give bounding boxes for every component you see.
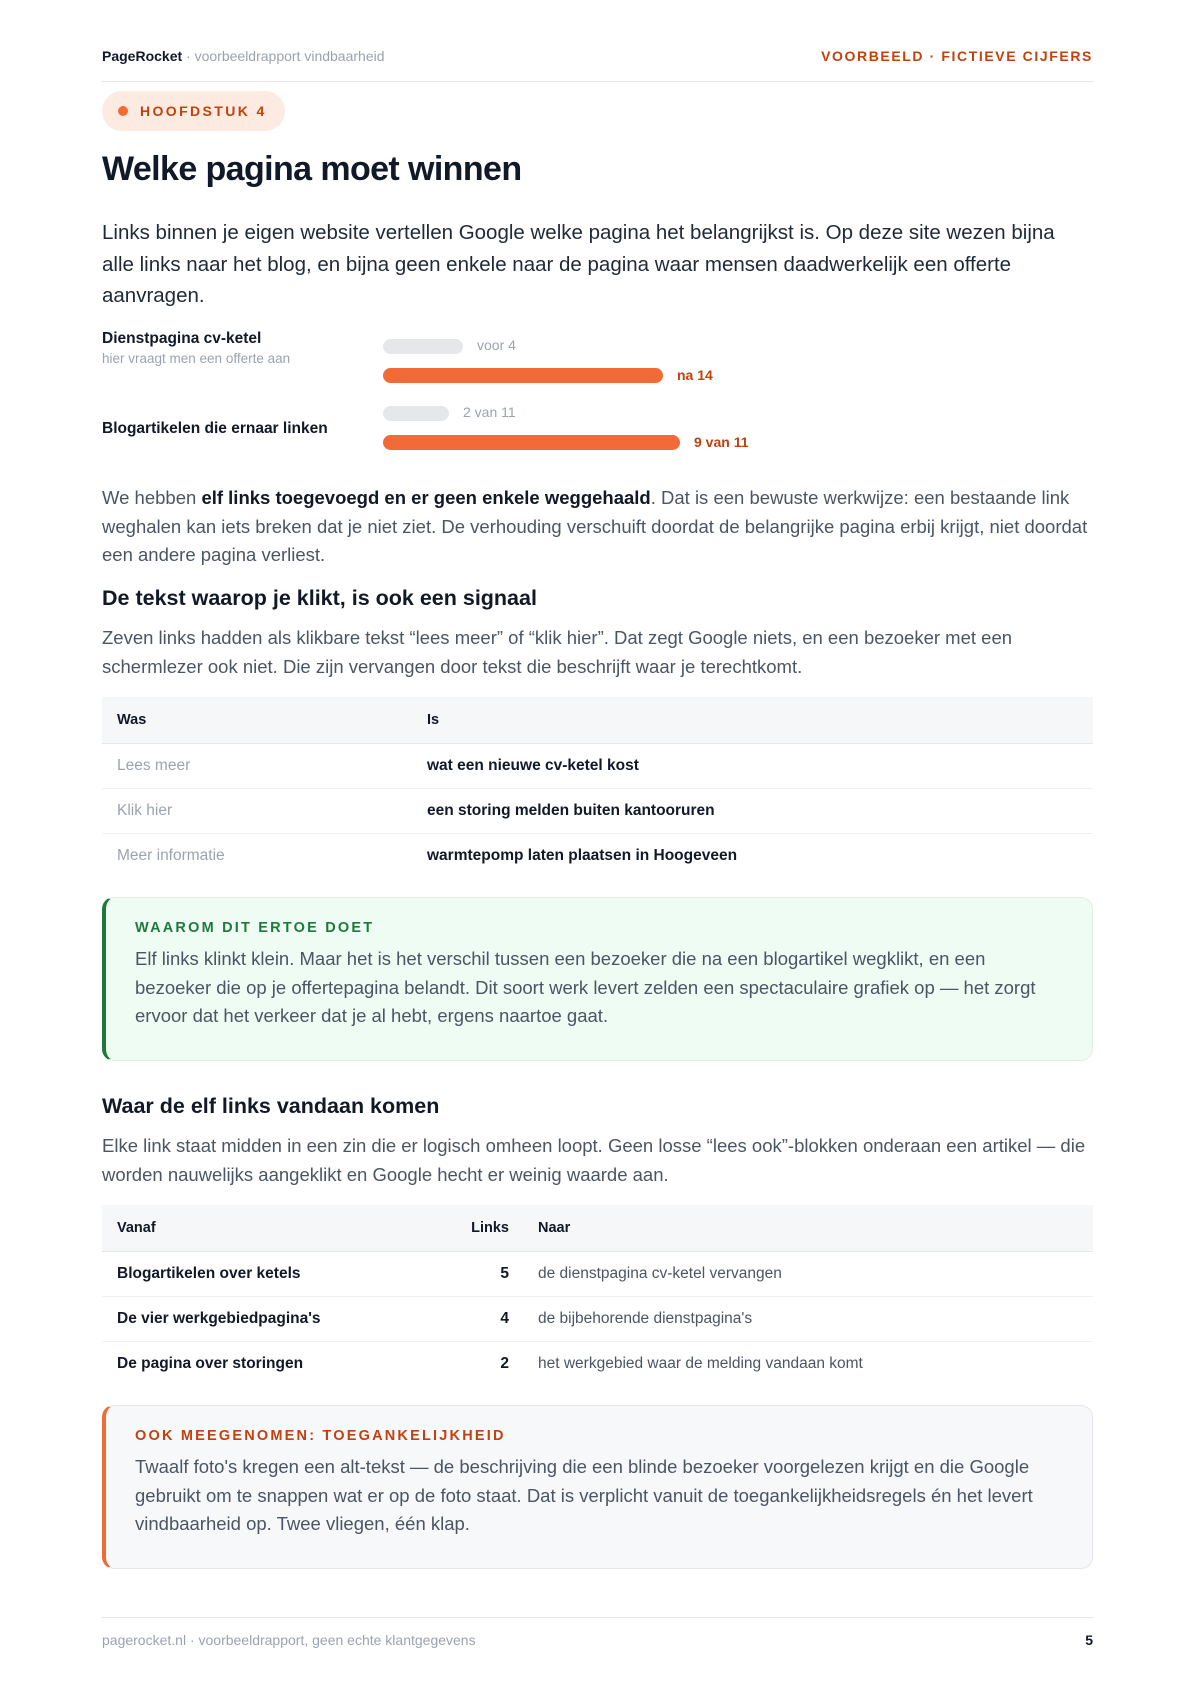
bar-after	[383, 435, 680, 450]
chapter-label: HOOFDSTUK 4	[140, 103, 267, 119]
source-page: De pagina over storingen	[117, 1354, 304, 1372]
comparison-sublabel: hier vraagt men een offerte aan	[102, 351, 291, 366]
new-anchor-text: warmtepomp laten plaatsen in Hoogeveen	[427, 846, 738, 864]
bar-after-label: 9 van 11	[694, 434, 749, 450]
column-header-was: Was	[102, 697, 412, 743]
source-page: De vier werkgebiedpagina's	[102, 1296, 432, 1341]
brand-name: PageRocket	[102, 48, 183, 64]
new-anchor-text: wat een nieuwe cv-ketel kost	[412, 743, 1093, 788]
report-page	[102, 0, 1093, 1685]
footer-text: pagerocket.nl · voorbeeldrapport, geen echte klantgegevens	[102, 1632, 476, 1648]
brand	[102, 48, 385, 64]
new-anchor-text: een storing melden buiten kantooruren	[412, 788, 1093, 833]
callout-accessibility	[102, 1405, 1093, 1569]
section-link-sources-intro: Elke link staat midden in een zin die er logisch omheen loopt. Geen losse “lees ook”-blokken onderaan een artikel — die worden nauwelijks aangeklikt en Google hecht er weinig waarde aan.	[102, 1135, 1086, 1185]
callout-heading: WAAROM DIT ERTOE DOET	[135, 920, 375, 936]
page-header	[102, 46, 1093, 82]
link-count: 4	[432, 1296, 523, 1341]
summary-suffix: . Dat is een bewuste werkwijze: een bestaande link weghalen kan iets breken dat je niet ziet. De verhouding verschuift doordat de belangrijke pagina erbij krijgt, niet doordat een andere pagina verliest.	[102, 487, 1088, 565]
link-count: 2	[500, 1354, 509, 1372]
sample-label: VOORBEELD · FICTIEVE CIJFERS	[821, 48, 1093, 64]
comparison-label: Dienstpagina cv-ketel	[102, 330, 262, 347]
column-header-is: Is	[412, 697, 1093, 743]
page-footer	[102, 1617, 1093, 1657]
link-sources-table	[102, 1205, 1093, 1386]
bar-before-label: 2 van 11	[463, 404, 516, 420]
table-row	[102, 1296, 1093, 1341]
intro-text: Links binnen je eigen website vertellen Google welke pagina het belangrijkst is. Op deze site wezen bijna alle links naar het blog, en bijna geen enkele naar de pagina waar mensen daadwerkelijk een offerte aanvragen.	[102, 221, 1055, 307]
section-anchor-text-intro: Zeven links hadden als klikbare tekst “lees meer” of “klik hier”. Dat zegt Google niets, en een bezoeker met een schermlezer ook niet. Die zijn vervangen door tekst die beschrijft waar je terechtkomt.	[102, 627, 1013, 677]
bar-after-label: na 14	[677, 367, 713, 383]
old-anchor-text: Klik hier	[102, 788, 412, 833]
table-row	[102, 743, 1093, 788]
page-title: Welke pagina moet winnen	[102, 150, 522, 188]
chapter-dot-icon	[118, 106, 128, 116]
target-page: de bijbehorende dienstpagina's	[523, 1296, 1093, 1341]
column-header-from: Vanaf	[102, 1205, 432, 1251]
section-heading-anchor-text: De tekst waarop je klikt, is ook een signaal	[102, 586, 537, 610]
chapter-badge	[102, 91, 285, 131]
table-row	[102, 788, 1093, 833]
bar-before-label: voor 4	[477, 337, 516, 353]
page-number: 5	[1085, 1632, 1093, 1648]
table-row	[102, 833, 1093, 878]
source-page: Blogartikelen over ketels	[102, 1251, 432, 1296]
old-anchor-text: Lees meer	[102, 743, 412, 788]
link-count: 5	[432, 1251, 523, 1296]
callout-body: Elf links klinkt klein. Maar het is het verschil tussen een bezoeker die na een blogartikel wegklikt, en een bezoeker die op je offertepagina belandt. Dit soort werk levert zelden een spectaculaire grafiek op — het zorgt ervoor dat het verkeer dat je al hebt, ergens naartoe gaat.	[135, 948, 1036, 1026]
anchor-text-table	[102, 697, 1093, 878]
summary-prefix: We hebben	[102, 487, 202, 508]
bar-before	[383, 406, 449, 421]
callout-heading: OOK MEEGENOMEN: TOEGANKELIJKHEID	[135, 1428, 506, 1444]
section-heading-link-sources: Waar de elf links vandaan komen	[102, 1094, 440, 1118]
table-row	[102, 1341, 1093, 1386]
callout-body: Twaalf foto's kregen een alt-tekst — de beschrijving die een blinde bezoeker voorgelezen krijgt en die Google gebruikt om te snappen wat er op de foto staat. Dat is verplicht vanuit de toegankelijkheidsregels én het levert vindbaarheid op. Twee vliegen, één klap.	[135, 1456, 1033, 1534]
summary-bold: elf links toegevoegd en er geen enkele weggehaald	[201, 487, 651, 508]
summary-paragraph	[102, 484, 1093, 570]
table-header-row	[102, 1205, 1093, 1251]
table-header-row	[102, 697, 1093, 743]
column-header-to: Naar	[523, 1205, 1093, 1251]
target-page: het werkgebied waar de melding vandaan komt	[538, 1354, 863, 1372]
bar-after	[383, 368, 663, 383]
callout-why-it-matters	[102, 897, 1093, 1061]
column-header-links: Links	[432, 1205, 523, 1251]
bar-before	[383, 339, 463, 354]
brand-subtitle: · voorbeeldrapport vindbaarheid	[186, 48, 385, 64]
old-anchor-text: Meer informatie	[117, 846, 225, 864]
table-row	[102, 1251, 1093, 1296]
target-page: de dienstpagina cv-ketel vervangen	[523, 1251, 1093, 1296]
comparison-label: Blogartikelen die ernaar linken	[102, 420, 328, 437]
